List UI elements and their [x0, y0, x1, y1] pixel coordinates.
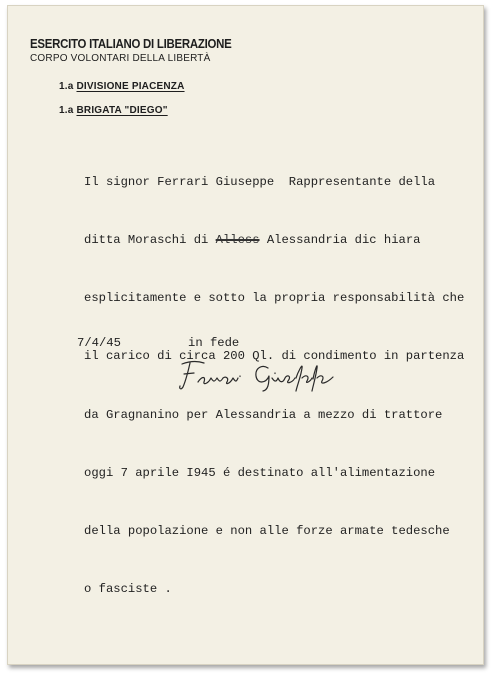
division-line	[59, 81, 185, 93]
brigade-name: BRIGATA "DIEGO"	[76, 105, 168, 116]
body-line-4: il carico di circa 200 Ql. di condimento in partenza	[84, 349, 465, 364]
body-line-3: esplicitamente e sotto la propria responsabilità che	[84, 291, 465, 306]
struck-word: Alless	[215, 233, 260, 248]
body-line-7: della popolazione e non alle forze armate tedesche	[84, 524, 450, 539]
body-line-6: oggi 7 aprile I945 é destinato all'alimentazione	[84, 465, 436, 480]
body-line-5: da Gragnanino per Alessandria a mezzo di trattore	[84, 407, 443, 422]
letterhead	[30, 36, 260, 65]
division-name: DIVISIONE PIACENZA	[76, 81, 185, 92]
document-page	[7, 5, 484, 665]
document-date: 7/4/45	[77, 336, 121, 350]
letterhead-title: ESERCITO ITALIANO DI LIBERAZIONE	[30, 36, 232, 51]
body-line-2	[84, 231, 479, 250]
handwritten-signature	[176, 354, 346, 394]
division-prefix: 1.a	[59, 81, 77, 92]
brigade-prefix: 1.a	[59, 105, 77, 116]
body-line-1: Il signor Ferrari Giuseppe Rappresentante della	[84, 174, 436, 189]
letterhead-subtitle: CORPO VOLONTARI DELLA LIBERTÀ	[30, 53, 211, 64]
brigade-line	[59, 105, 168, 117]
body-line-8: o fasciste .	[84, 582, 172, 597]
body-line-2-start: ditta Moraschi di	[84, 233, 216, 248]
body-line-2-end: Alessandria dic hiara	[259, 233, 421, 248]
closing-text: in fede	[188, 336, 240, 350]
